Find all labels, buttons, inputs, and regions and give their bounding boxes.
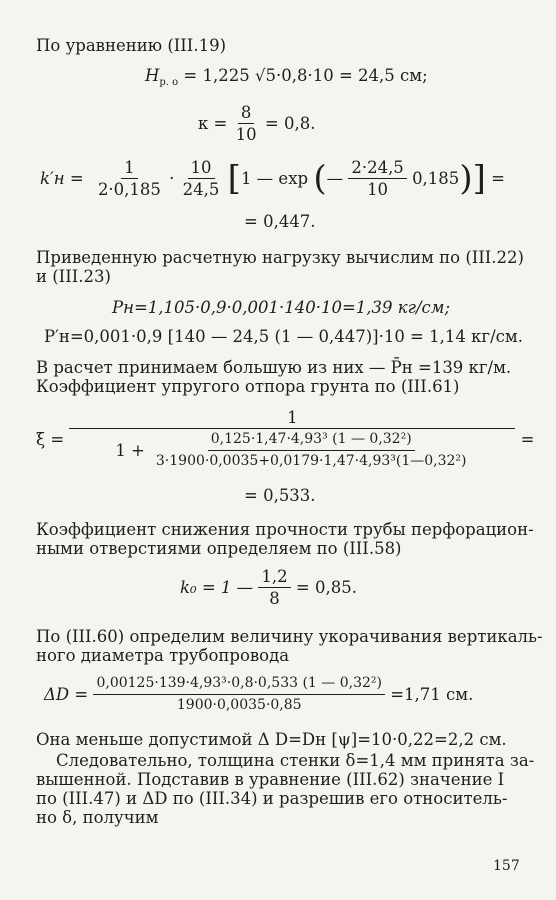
- eq-operator: =: [520, 430, 535, 449]
- eq-symbol: H: [145, 66, 160, 85]
- equation-xi: [36, 408, 535, 471]
- text-line: ного диаметра трубопровода: [36, 646, 290, 665]
- eq-lhs: κ =: [198, 114, 228, 133]
- text-line: По уравнению (III.19): [36, 36, 226, 55]
- eq-rhs: = 0,8.: [264, 114, 316, 133]
- fraction-denominator: 3·1900·0,0035+0,0179·1,47·4,93³(1—0,32²): [155, 453, 467, 469]
- fraction-numerator: 1,2: [258, 567, 290, 588]
- text-line: ными отверстиями определяем по (III.58): [36, 539, 402, 558]
- text-line: Приведенную расчетную нагрузку вычислим по (III.22): [36, 248, 524, 267]
- text-line: вышенной. Подставив в уравнение (III.62) значение I: [36, 770, 505, 789]
- eq-text: 0,185: [412, 169, 460, 188]
- eq-operator: =: [491, 169, 505, 188]
- left-paren: (: [313, 158, 327, 199]
- text-line: Она меньше допустимой Δ D=Dн [ψ]=10·0,22=2,2 см.: [36, 730, 507, 749]
- equation-p1: Pн=1,105·0,9·0,001·140·10=1,39 кг/см;: [112, 298, 451, 317]
- text-line: по (III.47) и ΔD по (III.34) и разрешив его относитель-: [36, 789, 508, 808]
- fraction-denominator: 10: [367, 180, 389, 199]
- equation-p2: P′н=0,001·0,9 [140 — 24,5 (1 — 0,447)]·10 = 1,14 кг/см.: [44, 327, 523, 346]
- inner-fraction: [153, 430, 470, 471]
- equation-kn: [40, 158, 505, 199]
- text-line: Коэффициент снижения прочности трубы перфорацион-: [36, 520, 534, 539]
- text-line: но δ, получим: [36, 808, 159, 827]
- eq-rhs: = 1,225 √5·0,8·10 = 24,5 см;: [183, 66, 428, 85]
- fraction: [233, 103, 260, 144]
- eq-operator: —: [326, 169, 344, 188]
- text-line: В расчет принимаем большую из них — P̄н =139 кг/м.: [36, 358, 512, 377]
- fraction: [93, 674, 385, 715]
- eq-lhs: ΔD =: [44, 685, 89, 704]
- eq-text: 1 — exp: [240, 169, 309, 188]
- eq-lhs: k₀ = 1 —: [180, 578, 254, 597]
- text-line: По (III.60) определим величину укорачивания вертикаль-: [36, 627, 543, 646]
- fraction-numerator: 0,00125·139·4,93³·0,8·0,533 (1 — 0,32²): [93, 674, 385, 695]
- fraction-denominator: 8: [269, 589, 280, 608]
- eq-operator: ·: [169, 169, 175, 188]
- eq-lhs: k′н =: [40, 169, 84, 188]
- right-paren: ): [459, 158, 473, 199]
- text-line: и (III.23): [36, 267, 111, 286]
- eq-text: 1 +: [115, 441, 145, 460]
- fraction-numerator: 1: [69, 408, 515, 429]
- fraction: [258, 567, 290, 608]
- fraction-numerator: 8: [238, 103, 255, 124]
- fraction-denominator: 1900·0,0035·0,85: [176, 697, 302, 713]
- text-line: Коэффициент упругого отпора грунта по (III.61): [36, 377, 460, 396]
- eq-subscript: р. о: [159, 77, 179, 88]
- left-bracket: [: [227, 158, 241, 199]
- fraction-numerator: 2·24,5: [348, 158, 406, 179]
- fraction-numerator: 0,125·1,47·4,93³ (1 — 0,32²): [208, 430, 415, 451]
- text-line: Следовательно, толщина стенки δ=1,4 мм принята за-: [56, 751, 535, 770]
- fraction-numerator: 1: [121, 158, 138, 179]
- fraction: [69, 408, 515, 471]
- equation-kappa: [198, 103, 315, 144]
- equation-h: [145, 66, 428, 88]
- fraction: [180, 158, 223, 199]
- fraction-numerator: 10: [188, 158, 215, 179]
- fraction: [95, 158, 164, 199]
- fraction-denominator: 2·0,185: [97, 180, 161, 199]
- equation-delta-d: [44, 674, 473, 715]
- eq-lhs: ξ =: [36, 430, 65, 449]
- equation-k0: [180, 567, 357, 608]
- eq-result: = 0,447.: [244, 212, 316, 231]
- page-number: 157: [493, 858, 520, 874]
- fraction: [348, 158, 406, 199]
- right-bracket: ]: [472, 158, 486, 199]
- eq-rhs: = 0,85.: [295, 578, 357, 597]
- eq-result: = 0,533.: [244, 486, 316, 505]
- fraction-denominator: 24,5: [182, 180, 220, 199]
- fraction-denominator: 10: [235, 125, 257, 144]
- eq-rhs: =1,71 см.: [390, 685, 474, 704]
- fraction-denominator: [112, 429, 472, 471]
